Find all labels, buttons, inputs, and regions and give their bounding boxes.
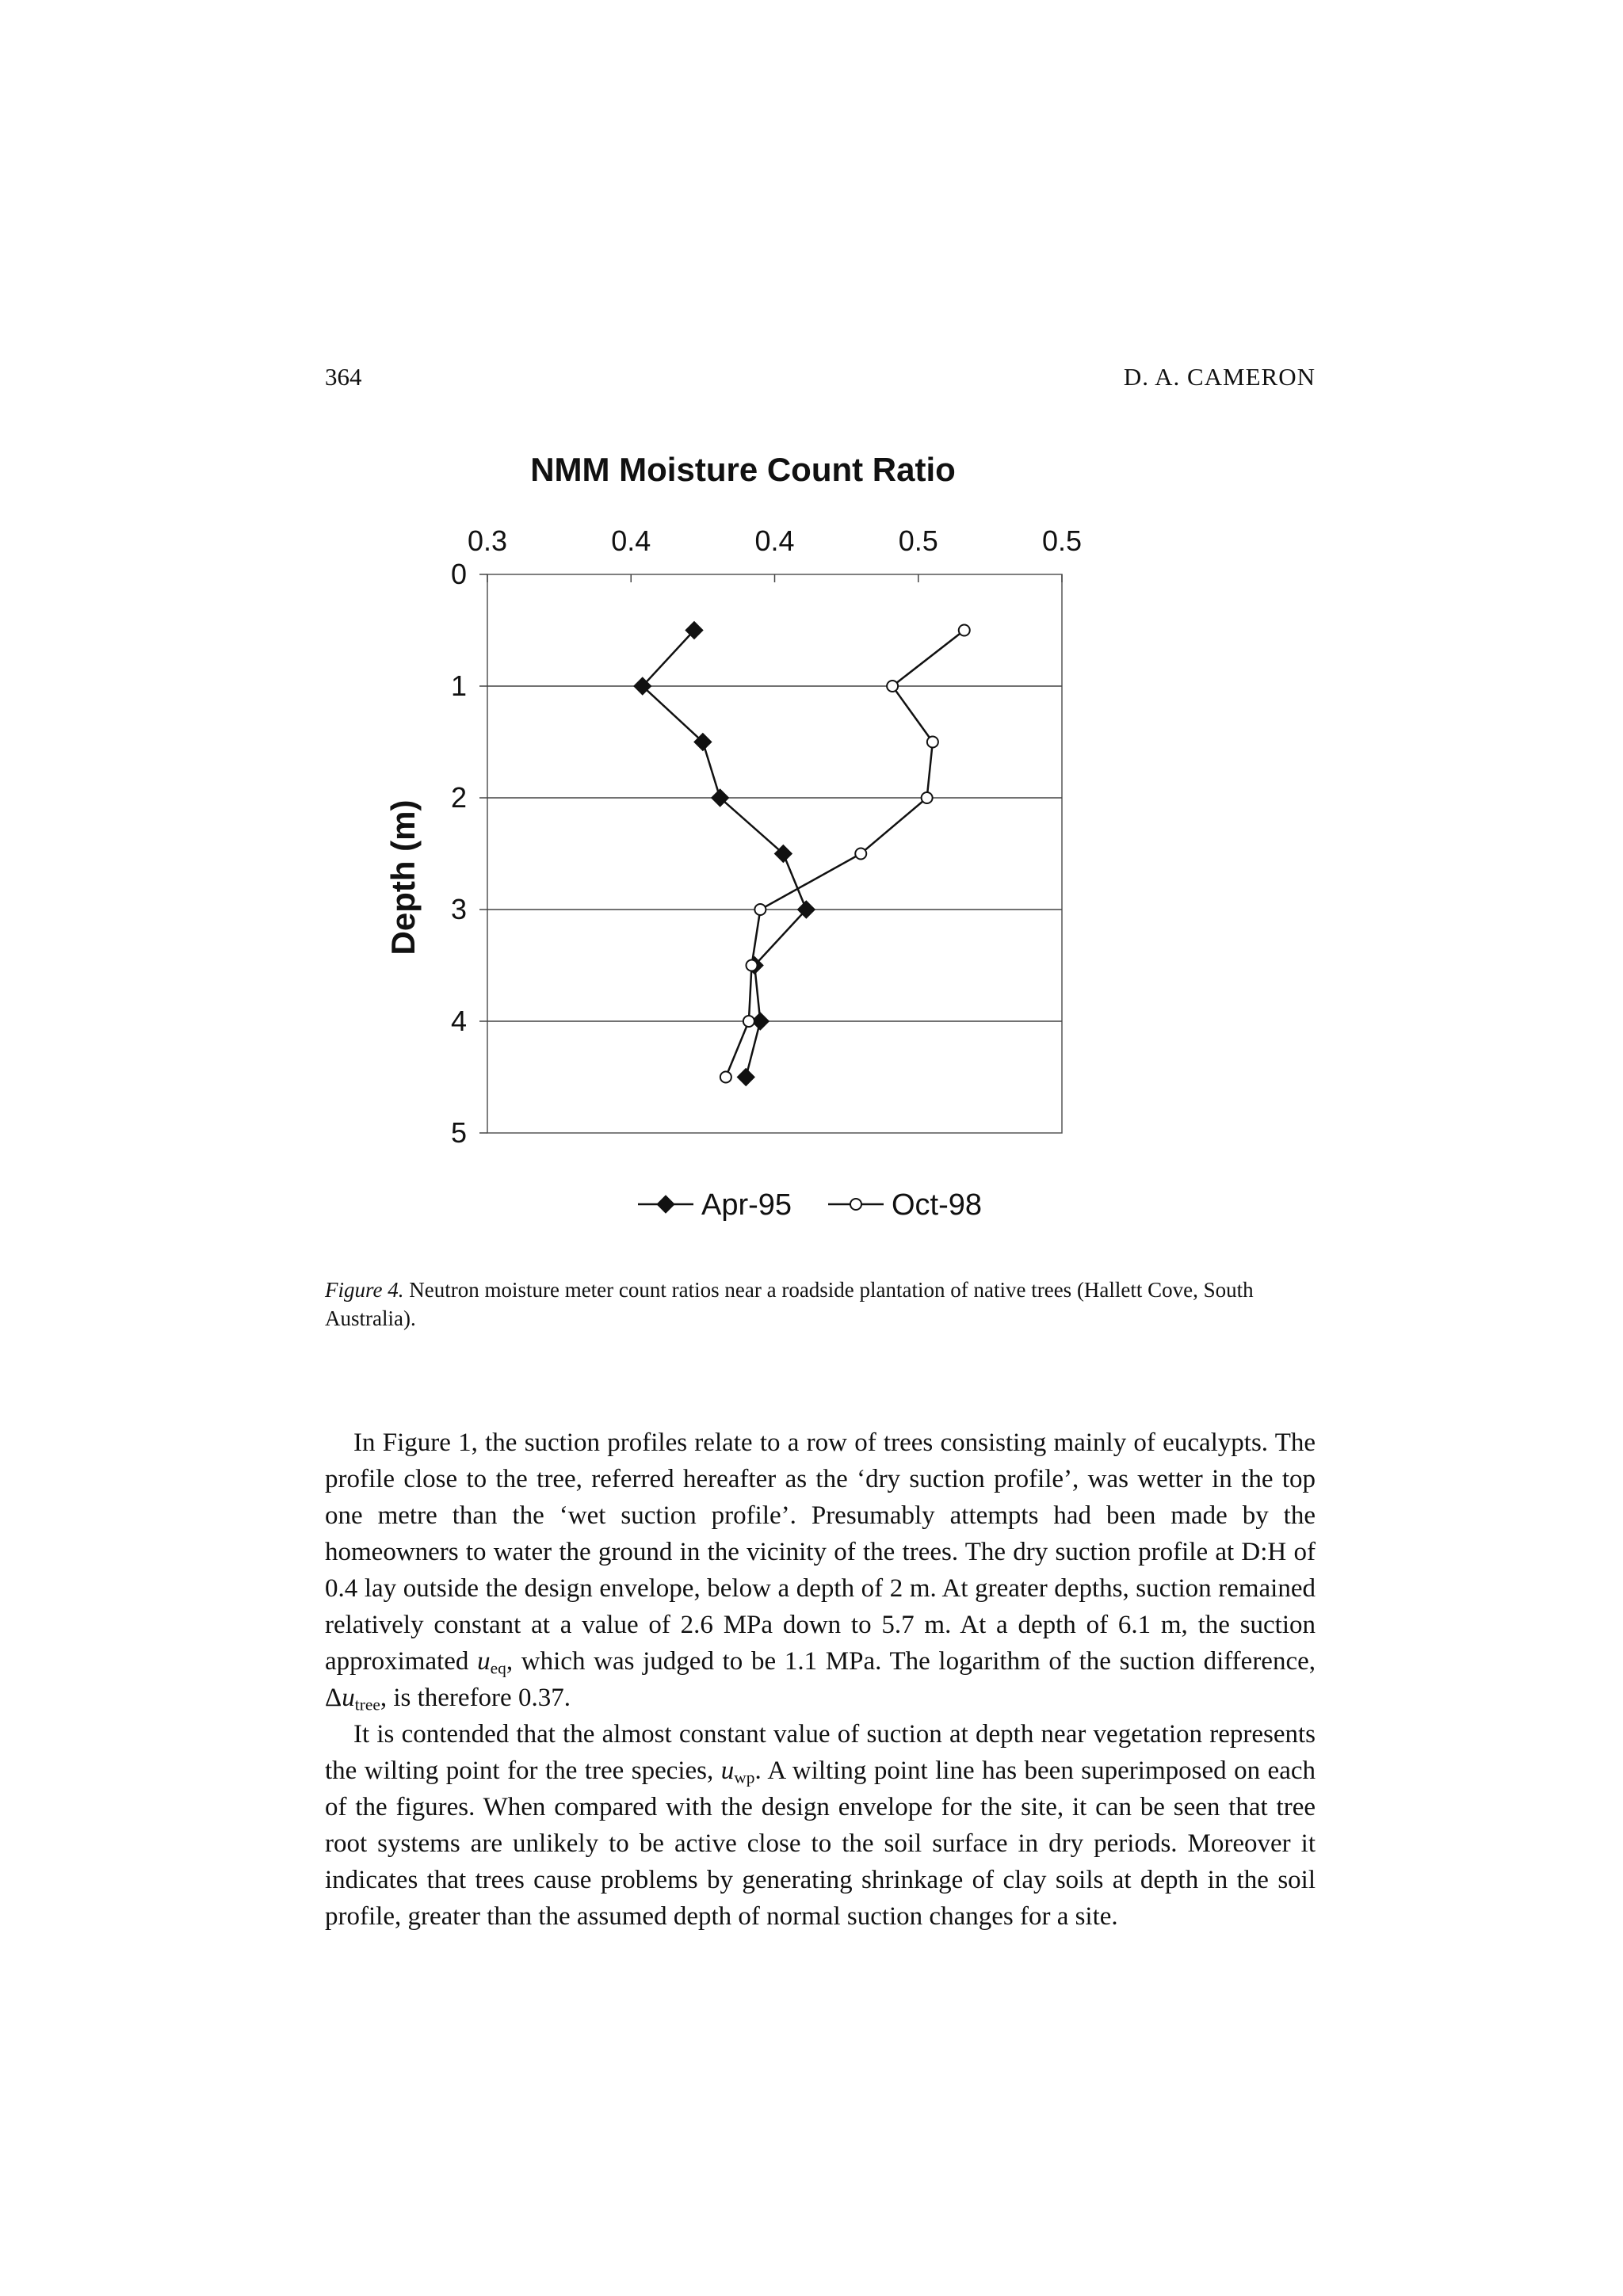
variable-u-eq: u [477,1647,491,1676]
y-tick-label: 3 [450,893,467,925]
paragraph-2-text-a: It is contended that the almost constant value of suction at depth near vegetation represents the wilting point for the tree species, [325,1720,1316,1785]
subscript-tree: tree [354,1695,380,1714]
x-tick-label: 0.4 [754,524,795,557]
y-tick-label: 5 [450,1116,467,1149]
variable-u-wp: u [720,1756,735,1785]
data-point-oct-98 [959,625,970,636]
figure-caption [325,1276,1316,1333]
data-point-oct-98 [887,681,898,692]
x-tick-label: 0.3 [467,524,508,557]
paragraph-2 [325,1716,1316,1935]
paragraph-1-text-a: In Figure 1, the suction profiles relate to a row of trees consisting mainly of eucalypts. The profile close to the tree, referred hereafter as the ‘dry suction profile’, was wetter in the top one metre than the ‘wet suction profile’. Presumably attempts had been made by the homeowners to water the ground in the vicinity of the trees. The dry suction profile at D:H of 0.4 lay outside the design envelope, below a depth of 2 m. At greater depths, suction remained relatively constant at a value of 2.6 MPa down to 5.7 m. At a depth of 6.1 m, the suction approximated [325,1428,1316,1676]
figure-label: Figure 4. [325,1278,404,1302]
data-point-oct-98 [927,737,938,748]
paragraph-1-text-c: , is therefore 0.37. [380,1684,571,1712]
paragraph-1-text-b: , which was judged to be 1.1 MPa. The logarithm of the suction difference, Δ [325,1647,1316,1712]
y-axis-label: Depth (m) [384,799,422,955]
series-line-oct-98 [726,631,964,1077]
data-point-oct-98 [720,1072,731,1083]
subscript-wp: wp [734,1768,755,1787]
running-head-author: D. A. CAMERON [1123,363,1316,391]
data-point-apr-95 [737,1069,754,1086]
paragraph-2-text-b: . A wilting point line has been superimposed on each of the figures. When compared with the design envelope for the site, it can be seen that tree root systems are unlikely to be active close to the soil surface in dry periods. Moreover it indicates that trees cause problems by generating shrinkage of clay soils at depth in the soil profile, greater than the assumed depth of normal suction changes for a site. [325,1756,1316,1931]
x-tick-label: 0.4 [611,524,651,557]
chart-title: NMM Moisture Count Ratio [530,451,956,488]
x-tick-label: 0.5 [1041,524,1083,557]
subscript-eq: eq [490,1658,506,1678]
body-text [325,1425,1316,1935]
legend-label-oct-98: Oct-98 [892,1188,983,1222]
y-tick-label: 4 [450,1005,467,1037]
data-point-oct-98 [743,1016,754,1027]
data-point-oct-98 [855,849,866,860]
paragraph-1 [325,1425,1316,1716]
y-tick-label: 2 [450,781,467,814]
data-point-oct-98 [922,792,933,803]
data-point-oct-98 [747,960,758,971]
variable-u-tree: u [342,1684,355,1712]
moisture-chart [380,444,1094,1236]
legend-marker-oct-98 [850,1199,861,1210]
legend-marker-apr-95 [657,1196,674,1213]
data-point-oct-98 [754,904,766,915]
figure-caption-text: Neutron moisture meter count ratios near a roadside plantation of native trees (Hallett Cove, South Australia). [325,1278,1254,1330]
y-tick-label: 1 [450,669,467,702]
x-tick-label: 0.5 [898,524,938,557]
page-number: 364 [325,363,362,391]
running-header [325,363,1316,395]
y-tick-label: 0 [450,558,467,590]
legend-label-apr-95: Apr-95 [701,1188,792,1222]
